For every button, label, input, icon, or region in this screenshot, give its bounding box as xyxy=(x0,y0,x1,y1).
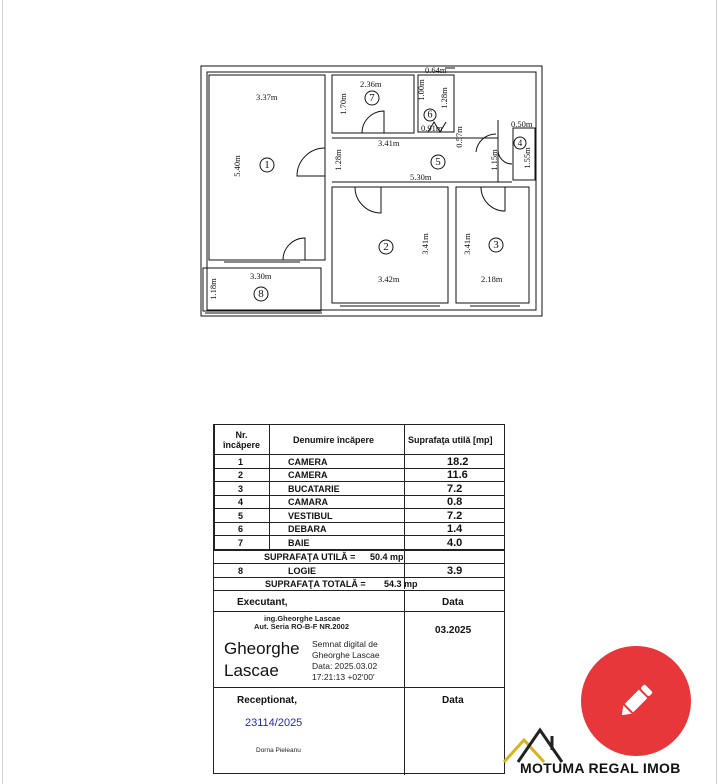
data-label: Data xyxy=(442,596,464,608)
dim-hall-h: 1.28m xyxy=(333,149,343,171)
table-row xyxy=(214,536,504,550)
room-number-7: 7 xyxy=(369,92,375,104)
room-number-3: 3 xyxy=(493,239,499,251)
row-nr: 4 xyxy=(238,497,244,508)
table-header xyxy=(214,427,504,453)
floor-plan xyxy=(0,0,720,330)
row8-name: LOGIE xyxy=(288,565,317,576)
row-nr: 2 xyxy=(238,470,244,481)
dim-r6-h1: 1.00m xyxy=(416,79,426,101)
dim-r6-w: 0.91m xyxy=(421,123,443,133)
room-number-8: 8 xyxy=(258,288,264,300)
util-row xyxy=(214,551,504,563)
dim-r8-h: 1.18m xyxy=(208,278,218,300)
dim-r8-w: 3.30m xyxy=(250,271,272,281)
row-area: 11.6 xyxy=(447,469,468,482)
dim-r7-height: 1.70m xyxy=(338,93,348,115)
row-name: CAMERA xyxy=(288,470,328,481)
receiver-name: Dorna Pieleanu xyxy=(256,747,301,754)
row-nr: 6 xyxy=(238,524,244,535)
room-number-4: 4 xyxy=(517,138,523,148)
row-area: 7.2 xyxy=(447,509,463,522)
header-nr: Nr. xyxy=(235,430,248,440)
room-number-1: 1 xyxy=(264,159,270,171)
door-swing-3 xyxy=(481,187,505,211)
door-swing-7 xyxy=(362,111,384,133)
row-name: BUCATARIE xyxy=(288,483,340,494)
total-value: 54.3 mp xyxy=(384,579,418,589)
brand-logo-icon xyxy=(500,722,580,764)
engineer-name: ing.Gheorghe Lascae xyxy=(264,614,341,623)
room-number-5: 5 xyxy=(435,156,441,168)
pencil-icon xyxy=(614,679,658,723)
executant-row xyxy=(214,595,504,609)
dim-r4-h2: 1.55m xyxy=(522,147,532,169)
dim-r7-width: 2.36m xyxy=(360,79,382,89)
header-nr2: încăpere xyxy=(222,440,261,450)
dim-r4-h1: 1.15m xyxy=(489,149,499,171)
table-row xyxy=(214,564,504,577)
table-row xyxy=(214,523,504,537)
total-label: SUPRAFAŢA TOTALĂ = xyxy=(265,579,366,589)
table-row xyxy=(214,455,504,469)
row-area: 4.0 xyxy=(447,536,463,549)
dim-r2-w: 3.42m xyxy=(378,274,400,284)
table-row xyxy=(214,496,504,510)
dim-057: 0.57m xyxy=(454,126,464,148)
header-area: Suprafaţa utilă [mp] xyxy=(408,435,493,445)
row-area: 1.4 xyxy=(447,523,463,536)
date-value: 03.2025 xyxy=(435,624,472,636)
receptionat-row xyxy=(214,693,504,707)
dim-r4-w: 0.50m xyxy=(511,119,533,129)
room-number-6: 6 xyxy=(427,109,433,121)
dim-r1-height: 5.40m xyxy=(232,155,242,177)
signature-first: Gheorghe xyxy=(224,639,300,658)
row-name: CAMARA xyxy=(288,497,328,508)
row-area: 0.8 xyxy=(447,496,463,509)
row-area: 7.2 xyxy=(447,482,463,495)
sig-line-2: Gheorghe Lascae xyxy=(312,650,380,660)
row-nr: 5 xyxy=(238,510,244,521)
door-swing-1 xyxy=(297,148,325,176)
brand-name: MOTUMA REGAL IMOB xyxy=(520,760,681,776)
sig-line-1: Semnat digital de xyxy=(312,639,378,649)
registration-number: 23114/2025 xyxy=(245,717,303,729)
row-name: DEBARA xyxy=(288,524,327,535)
util-label: SUPRAFAŢA UTILĂ = xyxy=(264,552,356,562)
dim-hall-w: 3.41m xyxy=(378,138,400,148)
table-row xyxy=(214,482,504,496)
dim-r6-h2: 1.28m xyxy=(439,87,449,109)
door-swing-2 xyxy=(355,187,381,213)
row-name: VESTIBUL xyxy=(288,510,333,521)
dim-r2-h: 3.41m xyxy=(420,233,430,255)
row8-area: 3.9 xyxy=(447,564,463,577)
dim-r3-w: 2.18m xyxy=(481,274,503,284)
table-row xyxy=(214,509,504,523)
row-name: CAMERA xyxy=(288,456,328,467)
room-number-2: 2 xyxy=(383,241,389,253)
dim-top-064: 0.64m xyxy=(425,65,447,75)
surface-table xyxy=(213,424,505,774)
data-label-2: Data xyxy=(442,694,464,706)
row-name: BAIE xyxy=(288,537,310,548)
row-area: 18.2 xyxy=(447,455,469,468)
edit-button[interactable] xyxy=(581,646,691,756)
table-row xyxy=(214,469,504,483)
room-2 xyxy=(332,187,448,303)
executant-label: Executant, xyxy=(237,596,288,608)
authorization: Aut. Seria RO-B-F NR.2002 xyxy=(254,622,350,631)
dim-hall-long: 5.30m xyxy=(410,172,432,182)
header-name: Denumire încăpere xyxy=(293,435,375,445)
row-nr: 1 xyxy=(238,456,244,467)
dim-r1-width: 3.37m xyxy=(256,92,278,102)
row-nr: 3 xyxy=(238,483,244,494)
row8-nr: 8 xyxy=(238,565,244,576)
sig-line-4: 17:21:13 +02'00' xyxy=(312,672,375,682)
row-nr: 7 xyxy=(238,537,244,548)
receptionat-label: Receptionat, xyxy=(237,694,298,706)
signature-last: Lascae xyxy=(224,661,279,680)
util-value: 50.4 mp xyxy=(370,552,404,562)
door-swing-8 xyxy=(283,238,305,260)
door-swing-4 xyxy=(498,150,512,164)
total-row xyxy=(214,578,504,590)
sig-line-3: Data: 2025.03.02 xyxy=(312,661,378,671)
dim-r3-h: 3.41m xyxy=(462,233,472,255)
